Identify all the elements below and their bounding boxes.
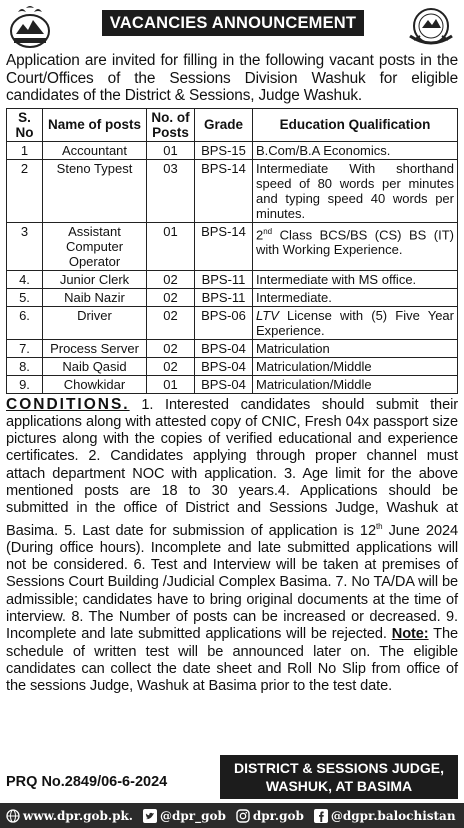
table-row	[7, 375, 458, 393]
cell-sno: 9.	[7, 375, 43, 393]
title-bar: VACANCIES ANNOUNCEMENT	[102, 10, 364, 36]
qualification-sup: nd	[263, 226, 273, 236]
cell-sno: 7.	[7, 339, 43, 357]
cell-grade: BPS-14	[195, 222, 253, 270]
cell-count: 02	[147, 288, 195, 306]
conditions-text-a: 1. Interested candidates should submit their applications along with attested copy of CNIC, Fresh 04x passport size pictures along with the copies of verified educational and experience certificates. 2. Candidates applying through proper channel must attach department NOC with application. 3. Age limit for the above mentioned posts are 18 to 30 years.4. Applications should be submitted in the office of District and Sessions Judge, Washuk at Basima. 5. Last date for submission of application is 12	[6, 396, 458, 539]
note-label: Note:	[391, 626, 429, 643]
twitter-text: @dpr_gob	[160, 808, 226, 823]
conditions-heading: CONDITIONS.	[6, 395, 130, 413]
header-sno: S. No	[7, 108, 43, 141]
cell-sno: 6.	[7, 306, 43, 339]
intro-paragraph: Application are invited for filling in the following vacant posts in the Court/Offices of the Sessions Division Washuk for eligible candidates of the District & Sessions, Judge Washuk.	[6, 52, 458, 104]
cell-qualification: Matriculation/Middle	[253, 357, 458, 375]
twitter-icon	[143, 809, 157, 823]
cell-grade: BPS-04	[195, 339, 253, 357]
emblem-logo-right-icon	[406, 6, 456, 50]
vacancies-table	[6, 108, 458, 394]
issuer-line-2: WASHUK, AT BASIMA	[265, 778, 413, 794]
cell-grade: BPS-11	[195, 270, 253, 288]
cell-sno: 5.	[7, 288, 43, 306]
cell-sno: 2	[7, 159, 43, 222]
cell-name: Naib Nazir	[43, 288, 147, 306]
qualification-text: License with (5) Five Year Experience.	[256, 307, 454, 338]
cell-name: Assistant Computer Operator	[43, 222, 147, 270]
cell-name: Chowkidar	[43, 375, 147, 393]
cell-grade: BPS-04	[195, 375, 253, 393]
qualification-italic: LTV	[256, 307, 279, 323]
header-name: Name of posts	[43, 108, 147, 141]
instagram-link[interactable]	[236, 809, 304, 823]
cell-count: 01	[147, 222, 195, 270]
emblem-logo-left-icon	[8, 4, 52, 50]
cell-name: Junior Clerk	[43, 270, 147, 288]
table-header-row	[7, 108, 458, 141]
cell-grade: BPS-14	[195, 159, 253, 222]
cell-count: 03	[147, 159, 195, 222]
cell-qualification	[253, 222, 458, 270]
instagram-icon	[236, 809, 250, 823]
facebook-link[interactable]	[314, 809, 456, 823]
instagram-text: dpr.gob	[252, 808, 304, 823]
cell-qualification: B.Com/B.A Economics.	[253, 141, 458, 159]
website-link[interactable]	[6, 809, 133, 823]
conditions-paragraph	[6, 396, 458, 696]
conditions-sup: th	[375, 521, 383, 531]
cell-grade: BPS-15	[195, 141, 253, 159]
cell-grade: BPS-04	[195, 357, 253, 375]
cell-sno: 3	[7, 222, 43, 270]
cell-count: 01	[147, 141, 195, 159]
table-row	[7, 159, 458, 222]
table-row	[7, 339, 458, 357]
cell-qualification: Intermediate.	[253, 288, 458, 306]
cell-grade: BPS-11	[195, 288, 253, 306]
qualification-prefix: 2	[256, 226, 264, 242]
cell-qualification: Matriculation/Middle	[253, 375, 458, 393]
cell-count: 01	[147, 375, 195, 393]
cell-sno: 4.	[7, 270, 43, 288]
conditions-text-b: June 2024 (During office hours). Incomplete and late submitted applications will not be considered. 6. Test and Interview will be taken at premises of Sessions Court Building /Judicial Complex Basima. 7. No TA/DA will be admissible; candidates have to bring original documents at the time of interview. 8. The Number of posts can be increased or decreased. 9. Incomplete and late submitted applications will be rejected.	[6, 522, 458, 643]
cell-qualification: Matriculation	[253, 339, 458, 357]
cell-name: Process Server	[43, 339, 147, 357]
prq-number: PRQ No.2849/06-6-2024	[6, 774, 168, 790]
table-row	[7, 270, 458, 288]
social-bar	[0, 803, 464, 828]
header-grade: Grade	[195, 108, 253, 141]
cell-name: Accountant	[43, 141, 147, 159]
cell-qualification: Intermediate with MS office.	[253, 270, 458, 288]
cell-count: 02	[147, 306, 195, 339]
facebook-icon	[314, 809, 328, 823]
table-row	[7, 357, 458, 375]
header-qualification: Education Qualification	[253, 108, 458, 141]
cell-qualification: Intermediate With shorthand speed of 80 words per minutes and typing speed 40 words per minutes.	[253, 159, 458, 222]
cell-count: 02	[147, 357, 195, 375]
conditions-text-c: The schedule of written test will be announced later on. The eligible candidates can collect the date sheet and Roll No Slip from office of the sessions Judge, Washuk at Basima prior to the test date.	[6, 626, 458, 695]
cell-qualification	[253, 306, 458, 339]
table-row	[7, 306, 458, 339]
table-row	[7, 288, 458, 306]
cell-name: Steno Typest	[43, 159, 147, 222]
header	[6, 4, 458, 54]
table-row	[7, 222, 458, 270]
cell-name: Naib Qasid	[43, 357, 147, 375]
qualification-text: Class BCS/BS (CS) BS (IT) with Working Experience.	[256, 226, 454, 257]
header-count: No. of Posts	[147, 108, 195, 141]
cell-count: 02	[147, 270, 195, 288]
cell-sno: 8.	[7, 357, 43, 375]
cell-grade: BPS-06	[195, 306, 253, 339]
table-row	[7, 141, 458, 159]
cell-name: Driver	[43, 306, 147, 339]
website-text: www.dpr.gob.pk.	[23, 808, 133, 823]
twitter-link[interactable]	[143, 809, 226, 823]
issuer-line-1: DISTRICT & SESSIONS JUDGE,	[233, 760, 445, 776]
issuer-box	[220, 755, 458, 799]
facebook-text: @dgpr.balochistan	[330, 808, 456, 823]
cell-sno: 1	[7, 141, 43, 159]
footer	[6, 752, 458, 802]
cell-count: 02	[147, 339, 195, 357]
globe-icon	[6, 809, 20, 823]
